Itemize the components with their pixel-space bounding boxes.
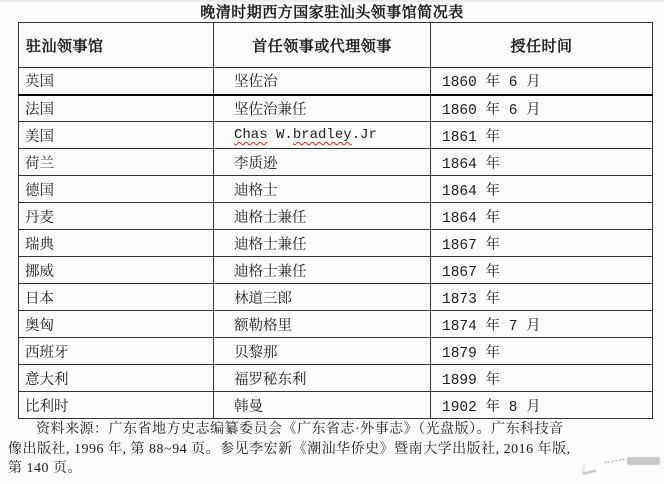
- table-title: 晚清时期西方国家驻汕头领事馆简况表: [200, 4, 464, 21]
- spellcheck-underline: bradley: [292, 127, 352, 143]
- cell-consul: 迪格士兼任: [214, 203, 431, 230]
- cell-date: 1899 年: [431, 365, 653, 392]
- cell-country: 丹麦: [19, 203, 214, 230]
- source-note: [8, 420, 660, 479]
- cell-consul: 韩曼: [214, 392, 431, 419]
- cell-date: 1861 年: [431, 122, 653, 149]
- cell-consul: 迪格士兼任: [214, 230, 431, 257]
- cell-country: 法国: [19, 95, 214, 122]
- cell-date: 1873 年: [431, 284, 653, 311]
- table-row: [19, 203, 653, 230]
- source-note-line: 资料来源：广东省地方史志编纂委员会《广东省志·外事志》（光盘版）。广东科技音: [36, 422, 564, 437]
- table-row: [19, 257, 653, 284]
- cell-country: 荷兰: [19, 149, 214, 176]
- header-row: [19, 23, 653, 68]
- table-header: [19, 23, 653, 68]
- table-row: [19, 149, 653, 176]
- table-row: [19, 284, 653, 311]
- cell-country: 西班牙: [19, 338, 214, 365]
- cell-date: 1864 年: [431, 203, 653, 230]
- cell-country: 比利时: [19, 392, 214, 419]
- cell-consul: 迪格士: [214, 176, 431, 203]
- table-row: [19, 311, 653, 338]
- cell-country: 美国: [19, 122, 214, 149]
- cell-date: 1860 年 6 月: [431, 68, 653, 95]
- table-body: [19, 68, 653, 419]
- cell-country: 挪威: [19, 257, 214, 284]
- table-row: [19, 122, 653, 149]
- cell-country: 英国: [19, 68, 214, 95]
- cell-country: 日本: [19, 284, 214, 311]
- header-appointment-date: 授任时间: [431, 23, 653, 68]
- cell-consul: 林道三郎: [214, 284, 431, 311]
- cell-consul: 坚佐治: [214, 68, 431, 95]
- watermark-bar: [627, 457, 660, 465]
- cell-consul: 坚佐治兼任: [214, 95, 431, 122]
- cell-country: 意大利: [19, 365, 214, 392]
- cell-date: 1860 年 6 月: [431, 95, 653, 122]
- cell-consul: 福罗秘东利: [214, 365, 431, 392]
- table-row: [19, 365, 653, 392]
- consulate-table: [18, 22, 653, 419]
- cell-consul: 迪格士兼任: [214, 257, 431, 284]
- cell-country: 德国: [19, 176, 214, 203]
- cell-date: 1864 年: [431, 176, 653, 203]
- consul-name-segment: .Jr: [351, 127, 377, 143]
- cell-consul: 贝黎那: [214, 338, 431, 365]
- spellcheck-underline: Chas: [234, 127, 268, 143]
- table-row: [19, 230, 653, 257]
- cell-date: 1867 年: [431, 230, 653, 257]
- cell-date: 1874 年 7 月: [431, 311, 653, 338]
- header-first-consul: 首任领事或代理领事: [214, 23, 431, 68]
- source-note-line: 像出版社, 1996 年, 第 88~94 页。参见李宏新《潮汕华侨史》暨南大学出版社, 2016 年版,: [8, 441, 571, 457]
- table-row: [19, 176, 653, 203]
- cell-country: 奥匈: [19, 311, 214, 338]
- consul-name-segment: W.: [267, 127, 293, 143]
- table-row: [19, 68, 653, 95]
- cell-date: 1867 年: [431, 257, 653, 284]
- cell-consul: 李质逊: [214, 149, 431, 176]
- cell-consul: 额勒格里: [214, 311, 431, 338]
- table-row: [19, 392, 653, 419]
- cell-date: 1879 年: [431, 338, 653, 365]
- table-row: [19, 95, 653, 122]
- table-row: [19, 338, 653, 365]
- cell-date: 1864 年: [431, 149, 653, 176]
- header-consulate: 驻汕领事馆: [19, 23, 214, 68]
- source-note-line: 第 140 页。: [8, 461, 82, 476]
- cell-consul: [214, 122, 431, 149]
- cell-country: 瑞典: [19, 230, 214, 257]
- cell-date: 1902 年 8 月: [431, 392, 653, 419]
